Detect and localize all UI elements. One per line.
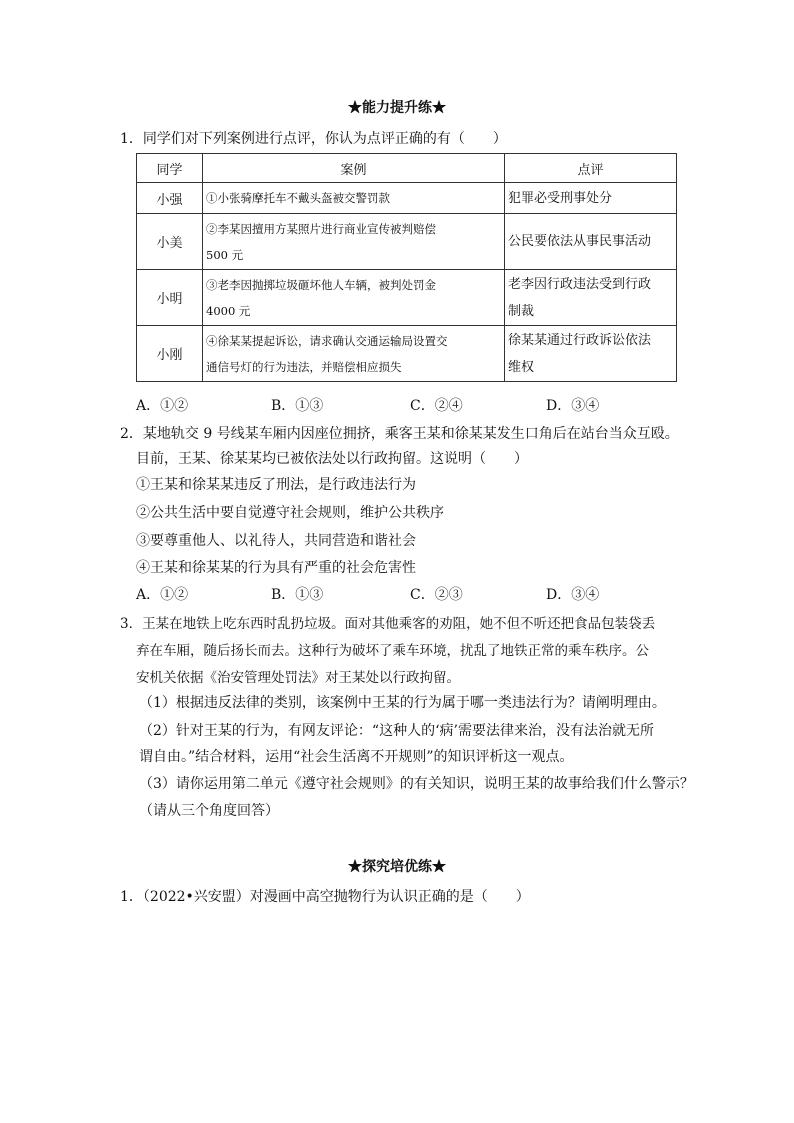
q3-material-line: 安机关依据《治安管理处罚法》对王某处以行政拘留。: [136, 670, 460, 686]
case-table: [136, 153, 677, 382]
cell-student: 小明: [137, 270, 203, 326]
q2-statement: ①王某和徐某某违反了刑法，是行政违法行为: [136, 477, 416, 493]
header-student: 同学: [137, 154, 203, 183]
cell-case: ③老李因抛掷垃圾砸坏他人车辆，被判处罚金 4000 元: [203, 270, 505, 326]
cell-student: 小美: [137, 214, 203, 270]
q1-option-a: A．①②: [136, 398, 189, 414]
q3-subquestion-2: （2）针对王某的行为，有网友评论：“这种人的‘病’需要法律来治，没有法治就无所: [139, 723, 654, 739]
q2-stem-line: 2．某地轨交 9 号线某车厢内因座位拥挤，乘客王某和徐某某发生口角后在站台当众互殴。: [120, 426, 679, 442]
q3-subquestion-3-cont: （请从三个角度回答）: [139, 803, 279, 819]
q2-statement: ②公共生活中要自觉遵守社会规则，维护公共秩序: [136, 505, 444, 521]
cell-review: 公民要依法从事民事活动: [505, 214, 677, 270]
header-case: 案例: [203, 154, 505, 183]
table-row: [137, 183, 677, 214]
section-title-ability: ★能力提升练★: [348, 100, 446, 116]
q2-statement: ④王某和徐某某的行为具有严重的社会危害性: [136, 560, 416, 576]
q3-material-line: 弃在车厢，随后扬长而去。这种行为破坏了乘车环境，扰乱了地铁正常的乘车秩序。公: [136, 643, 649, 659]
q3-subquestion-1: （1）根据违反法律的类别，该案例中王某的行为属于哪一类违法行为？请阐明理由。: [139, 695, 666, 711]
q4-stem: 1．（2022•兴安盟）对漫画中高空抛物行为认识正确的是（ ）: [120, 889, 530, 905]
q2-option-a: A．①②: [136, 587, 189, 603]
q2-stem-line: 目前，王某、徐某某均已被依法处以行政拘留。这说明（ ）: [136, 451, 528, 467]
header-review: 点评: [505, 154, 677, 183]
q3-material-line: 3．王某在地铁上吃东西时乱扔垃圾。面对其他乘客的劝阻，她不但不听还把食品包装袋丢: [120, 616, 656, 632]
q3-subquestion-2-cont: 谓自由。”结合材料，运用“社会生活离不开规则”的知识评析这一观点。: [139, 749, 574, 765]
cell-case: ①小张骑摩托车不戴头盔被交警罚款: [203, 183, 505, 214]
q2-statement: ③要尊重他人、以礼待人，共同营造和谐社会: [136, 533, 416, 549]
table-row: [137, 270, 677, 326]
cell-review: 老李因行政违法受到行政 制裁: [505, 270, 677, 326]
q3-subquestion-3: （3）请你运用第二单元《遵守社会规则》的有关知识，说明王某的故事给我们什么警示？: [139, 776, 694, 792]
table-header-row: [137, 154, 677, 183]
cell-review: 徐某某通过行政诉讼依法 维权: [505, 326, 677, 382]
cell-case: ②李某因擅用方某照片进行商业宣传被判赔偿 500 元: [203, 214, 505, 270]
q1-option-d: D．③④: [546, 398, 600, 414]
q1-option-c: C．②④: [410, 398, 463, 414]
cell-student: 小强: [137, 183, 203, 214]
section-title-explore: ★探究培优练★: [348, 859, 446, 875]
q1-stem: 1．同学们对下列案例进行点评，你认为点评正确的有（ ）: [120, 131, 507, 147]
q2-option-c: C．②③: [410, 587, 463, 603]
cell-student: 小刚: [137, 326, 203, 382]
q2-option-d: D．③④: [546, 587, 600, 603]
q1-option-b: B．①③: [271, 398, 324, 414]
cell-review: 犯罪必受刑事处分: [505, 183, 677, 214]
cell-case: ④徐某某提起诉讼，请求确认交通运输局设置交 通信号灯的行为违法，并赔偿相应损失: [203, 326, 505, 382]
table-row: [137, 326, 677, 382]
q2-option-b: B．①③: [271, 587, 324, 603]
table-row: [137, 214, 677, 270]
